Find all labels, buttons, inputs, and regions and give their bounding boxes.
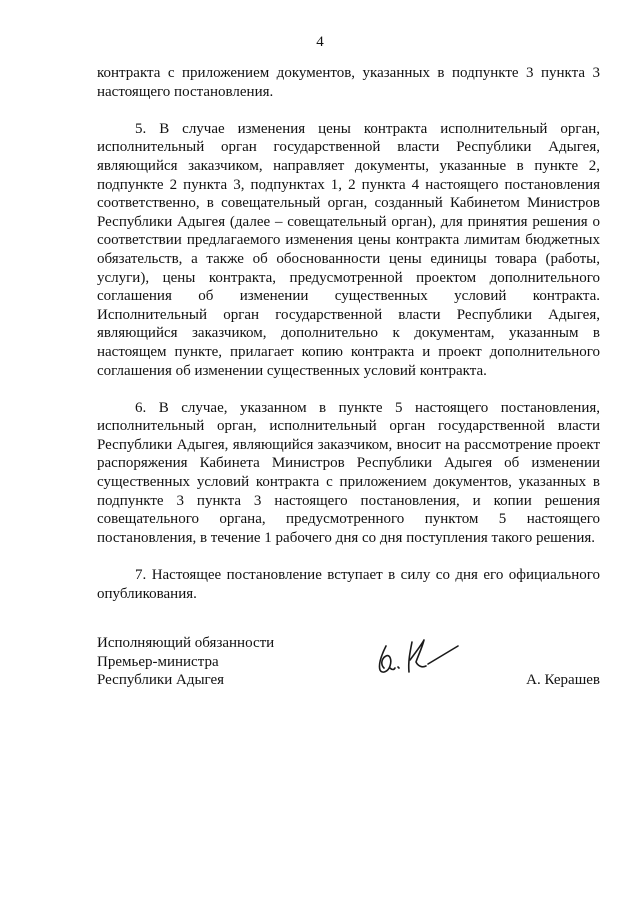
signatory-title-line-1: Исполняющий обязанности — [97, 635, 275, 651]
signatory-title — [97, 634, 274, 690]
page-number: 4 — [316, 34, 324, 50]
signature-block — [97, 634, 600, 694]
paragraph-continuation: контракта с приложением документов, указанных в подпункте 3 пункта 3 настоящего постановления. — [97, 65, 600, 100]
paragraph-item-5: 5. В случае изменения цены контракта исполнительный орган, исполнительный орган государственной власти Республики Адыгея, являющийся заказчиком, направляет документы, указанные в пункте 2, подпункте 2 пункта 3, подпунктах 1, 2 пункта 4 настоящего постановления соответственно, в совещательный орган, созданный Кабинетом Министров Республики Адыгея (далее – совещательный орган), для принятия решения о соответствии предлагаемого изменения цены контракта лимитам бюджетных обязательств, а также об обоснованности цены единицы товара (работы, услуги), цены контракта, предусмотренной проектом дополнительного соглашения об изменении существенных условий контракта. Исполнительный орган государственной власти Республики Адыгея, являющийся заказчиком, дополнительно к документам, указанным в настоящем пункте, прилагает копию контракта и проект дополнительного соглашения об изменении существенных условий контракта. — [97, 120, 600, 379]
handwritten-signature — [372, 634, 462, 682]
signatory-name: А. Керашев — [526, 672, 600, 689]
paragraph-item-6: 6. В случае, указанном в пункте 5 настоящего постановления, исполнительный орган, исполнительный орган государственной власти Республики Адыгея, являющийся заказчиком, вносит на рассмотрение проект распоряжения Кабинета Министров Республики Адыгея об изменении существенных условий контракта с приложением документов, указанных в подпункте 3 пункта 3 настоящего постановления, и копии решения совещательного органа, предусмотренного пунктом 5 настоящего постановления, в течение 1 рабочего дня со дня поступления такого решения. — [97, 399, 600, 546]
signatory-title-line-2: Премьер-министра — [97, 653, 219, 670]
document-body — [97, 64, 600, 603]
paragraph-item-7: 7. Настоящее постановление вступает в силу со дня его официального опубликования. — [97, 567, 600, 602]
signatory-title-line-3: Республики Адыгея — [97, 672, 225, 689]
